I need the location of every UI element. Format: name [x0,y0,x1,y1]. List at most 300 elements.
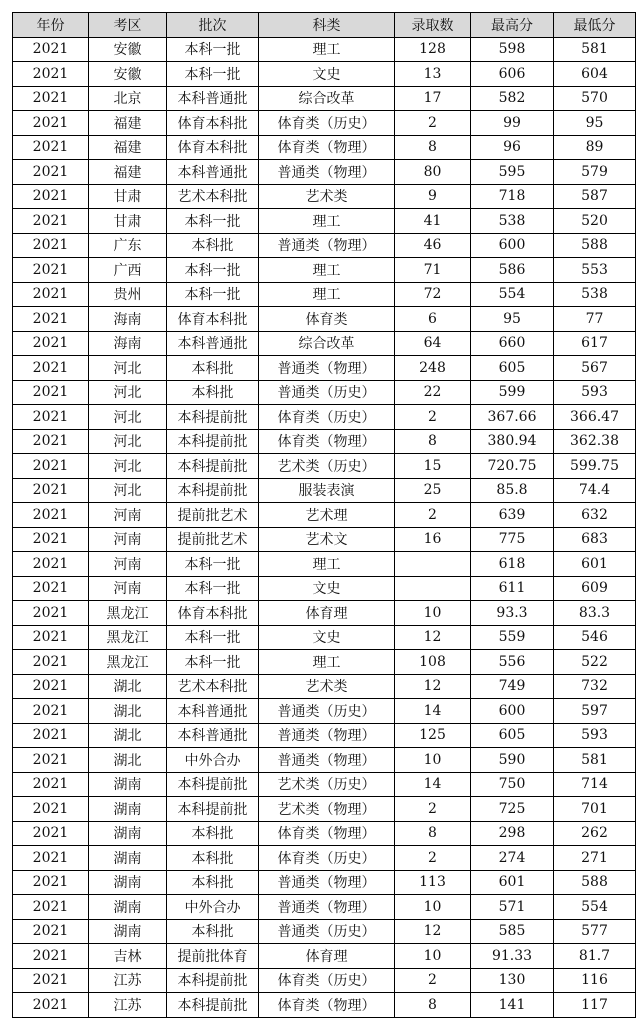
cell-region: 北京 [89,86,167,111]
cell-category: 理工 [259,37,395,62]
cell-year: 2021 [13,111,89,136]
cell-region: 江苏 [89,968,167,993]
cell-admitted-count: 2 [395,968,471,993]
cell-category: 普通类（物理） [259,723,395,748]
cell-admitted-count: 2 [395,111,471,136]
table-row [13,650,636,675]
cell-year: 2021 [13,576,89,601]
cell-highest-score: 605 [471,356,554,381]
table-row [13,380,636,405]
column-header-highest-score: 最高分 [471,13,554,38]
cell-highest-score: 91.33 [471,944,554,969]
cell-category: 普通类（物理） [259,233,395,258]
cell-year: 2021 [13,184,89,209]
cell-lowest-score: 117 [554,993,636,1018]
cell-highest-score: 725 [471,797,554,822]
cell-highest-score: 590 [471,748,554,773]
cell-category: 体育类（物理） [259,135,395,160]
cell-admitted-count: 10 [395,748,471,773]
cell-region: 福建 [89,160,167,185]
cell-batch: 本科批 [167,870,259,895]
table-row [13,797,636,822]
table-row [13,944,636,969]
cell-batch: 本科一批 [167,625,259,650]
cell-region: 黑龙江 [89,650,167,675]
table-row [13,772,636,797]
cell-lowest-score: 581 [554,37,636,62]
cell-region: 河北 [89,454,167,479]
cell-year: 2021 [13,429,89,454]
cell-year: 2021 [13,331,89,356]
cell-region: 湖北 [89,699,167,724]
cell-lowest-score: 362.38 [554,429,636,454]
cell-batch: 本科一批 [167,209,259,234]
cell-batch: 体育本科批 [167,307,259,332]
cell-category: 理工 [259,552,395,577]
cell-admitted-count: 2 [395,503,471,528]
cell-region: 海南 [89,331,167,356]
cell-region: 广西 [89,258,167,283]
table-row [13,258,636,283]
cell-category: 艺术类（物理） [259,797,395,822]
cell-year: 2021 [13,846,89,871]
cell-region: 湖南 [89,846,167,871]
cell-region: 海南 [89,307,167,332]
cell-year: 2021 [13,674,89,699]
cell-year: 2021 [13,723,89,748]
cell-region: 湖南 [89,919,167,944]
cell-region: 河北 [89,478,167,503]
cell-highest-score: 606 [471,62,554,87]
table-row [13,233,636,258]
cell-year: 2021 [13,209,89,234]
cell-category: 普通类（物理） [259,895,395,920]
cell-batch: 本科一批 [167,650,259,675]
cell-highest-score: 298 [471,821,554,846]
table-row [13,160,636,185]
cell-region: 湖南 [89,772,167,797]
cell-batch: 本科普通批 [167,699,259,724]
cell-year: 2021 [13,503,89,528]
cell-year: 2021 [13,895,89,920]
cell-lowest-score: 683 [554,527,636,552]
cell-admitted-count: 128 [395,37,471,62]
cell-year: 2021 [13,650,89,675]
cell-highest-score: 599 [471,380,554,405]
cell-highest-score: 639 [471,503,554,528]
cell-region: 河北 [89,405,167,430]
cell-batch: 本科提前批 [167,429,259,454]
cell-year: 2021 [13,625,89,650]
cell-admitted-count: 10 [395,601,471,626]
cell-year: 2021 [13,968,89,993]
cell-highest-score: 85.8 [471,478,554,503]
cell-category: 理工 [259,282,395,307]
cell-batch: 本科一批 [167,552,259,577]
cell-admitted-count: 22 [395,380,471,405]
cell-lowest-score: 74.4 [554,478,636,503]
cell-category: 理工 [259,650,395,675]
cell-admitted-count: 108 [395,650,471,675]
column-header-category: 科类 [259,13,395,38]
cell-highest-score: 95 [471,307,554,332]
table-row [13,699,636,724]
cell-highest-score: 93.3 [471,601,554,626]
cell-category: 艺术类 [259,184,395,209]
cell-batch: 本科普通批 [167,86,259,111]
cell-category: 普通类（历史） [259,919,395,944]
table-row [13,405,636,430]
table-header [13,13,636,38]
cell-batch: 本科批 [167,821,259,846]
cell-batch: 本科批 [167,233,259,258]
cell-highest-score: 367.66 [471,405,554,430]
cell-highest-score: 130 [471,968,554,993]
table-row [13,674,636,699]
table-row [13,37,636,62]
table-row [13,86,636,111]
cell-admitted-count: 8 [395,993,471,1018]
cell-lowest-score: 570 [554,86,636,111]
cell-category: 文史 [259,576,395,601]
cell-year: 2021 [13,37,89,62]
cell-highest-score: 274 [471,846,554,871]
table-row [13,527,636,552]
cell-batch: 本科提前批 [167,405,259,430]
cell-admitted-count: 17 [395,86,471,111]
table-row [13,601,636,626]
cell-lowest-score: 587 [554,184,636,209]
cell-region: 安徽 [89,62,167,87]
cell-year: 2021 [13,282,89,307]
table-row [13,478,636,503]
cell-region: 广东 [89,233,167,258]
cell-year: 2021 [13,944,89,969]
cell-region: 黑龙江 [89,601,167,626]
cell-category: 体育类（历史） [259,968,395,993]
cell-year: 2021 [13,552,89,577]
cell-year: 2021 [13,356,89,381]
cell-region: 湖南 [89,895,167,920]
cell-region: 河北 [89,356,167,381]
cell-category: 综合改革 [259,331,395,356]
cell-admitted-count: 12 [395,625,471,650]
cell-admitted-count: 71 [395,258,471,283]
cell-region: 江苏 [89,993,167,1018]
table-row [13,552,636,577]
cell-year: 2021 [13,821,89,846]
table-row [13,331,636,356]
cell-batch: 体育本科批 [167,135,259,160]
cell-highest-score: 585 [471,919,554,944]
cell-year: 2021 [13,135,89,160]
cell-lowest-score: 262 [554,821,636,846]
cell-lowest-score: 81.7 [554,944,636,969]
cell-year: 2021 [13,919,89,944]
cell-batch: 本科一批 [167,282,259,307]
cell-highest-score: 380.94 [471,429,554,454]
cell-batch: 本科一批 [167,37,259,62]
column-header-year: 年份 [13,13,89,38]
cell-region: 安徽 [89,37,167,62]
table-row [13,723,636,748]
cell-admitted-count: 9 [395,184,471,209]
cell-region: 黑龙江 [89,625,167,650]
cell-lowest-score: 599.75 [554,454,636,479]
cell-admitted-count: 10 [395,895,471,920]
cell-lowest-score: 714 [554,772,636,797]
cell-highest-score: 749 [471,674,554,699]
column-header-region: 考区 [89,13,167,38]
cell-category: 体育类（物理） [259,429,395,454]
cell-batch: 本科普通批 [167,331,259,356]
table-row [13,62,636,87]
table-row [13,111,636,136]
cell-category: 艺术类（历史） [259,772,395,797]
cell-region: 甘肃 [89,184,167,209]
cell-category: 艺术理 [259,503,395,528]
cell-admitted-count: 10 [395,944,471,969]
cell-batch: 本科提前批 [167,968,259,993]
cell-lowest-score: 701 [554,797,636,822]
cell-category: 普通类（物理） [259,356,395,381]
cell-admitted-count: 8 [395,135,471,160]
cell-lowest-score: 538 [554,282,636,307]
cell-admitted-count: 125 [395,723,471,748]
cell-year: 2021 [13,380,89,405]
cell-lowest-score: 593 [554,380,636,405]
cell-region: 湖北 [89,723,167,748]
cell-region: 河南 [89,552,167,577]
cell-region: 河北 [89,380,167,405]
table-row [13,503,636,528]
cell-year: 2021 [13,454,89,479]
cell-admitted-count: 80 [395,160,471,185]
table-row [13,625,636,650]
cell-lowest-score: 95 [554,111,636,136]
cell-category: 文史 [259,62,395,87]
cell-batch: 本科普通批 [167,723,259,748]
cell-lowest-score: 579 [554,160,636,185]
cell-admitted-count [395,552,471,577]
cell-region: 贵州 [89,282,167,307]
table-row [13,895,636,920]
cell-highest-score: 720.75 [471,454,554,479]
cell-highest-score: 571 [471,895,554,920]
cell-highest-score: 99 [471,111,554,136]
cell-admitted-count: 113 [395,870,471,895]
cell-admitted-count: 15 [395,454,471,479]
cell-batch: 本科一批 [167,62,259,87]
cell-region: 河南 [89,527,167,552]
cell-batch: 本科批 [167,919,259,944]
cell-highest-score: 141 [471,993,554,1018]
cell-lowest-score: 116 [554,968,636,993]
table-row [13,846,636,871]
cell-year: 2021 [13,748,89,773]
cell-category: 艺术类（历史） [259,454,395,479]
admission-score-table [12,12,636,1018]
table-row [13,135,636,160]
cell-year: 2021 [13,699,89,724]
cell-batch: 提前批艺术 [167,503,259,528]
cell-category: 体育理 [259,944,395,969]
cell-highest-score: 605 [471,723,554,748]
table-row [13,184,636,209]
cell-batch: 本科批 [167,380,259,405]
cell-highest-score: 601 [471,870,554,895]
cell-region: 吉林 [89,944,167,969]
cell-admitted-count: 6 [395,307,471,332]
table-row [13,748,636,773]
cell-category: 体育类（物理） [259,993,395,1018]
cell-year: 2021 [13,307,89,332]
cell-region: 福建 [89,135,167,160]
table-row [13,968,636,993]
cell-batch: 中外合办 [167,748,259,773]
cell-lowest-score: 366.47 [554,405,636,430]
cell-highest-score: 582 [471,86,554,111]
cell-category: 体育类（物理） [259,821,395,846]
cell-batch: 本科批 [167,356,259,381]
cell-highest-score: 600 [471,233,554,258]
cell-year: 2021 [13,258,89,283]
cell-batch: 本科普通批 [167,160,259,185]
cell-category: 普通类（历史） [259,699,395,724]
cell-lowest-score: 609 [554,576,636,601]
cell-lowest-score: 271 [554,846,636,871]
cell-year: 2021 [13,86,89,111]
cell-category: 普通类（物理） [259,160,395,185]
cell-lowest-score: 617 [554,331,636,356]
cell-admitted-count: 2 [395,405,471,430]
cell-highest-score: 556 [471,650,554,675]
cell-batch: 本科批 [167,846,259,871]
cell-category: 理工 [259,209,395,234]
cell-admitted-count: 16 [395,527,471,552]
cell-highest-score: 554 [471,282,554,307]
cell-category: 体育理 [259,601,395,626]
cell-admitted-count: 2 [395,797,471,822]
cell-highest-score: 559 [471,625,554,650]
cell-lowest-score: 553 [554,258,636,283]
table-row [13,454,636,479]
cell-highest-score: 96 [471,135,554,160]
cell-year: 2021 [13,62,89,87]
cell-category: 体育类（历史） [259,405,395,430]
cell-lowest-score: 601 [554,552,636,577]
cell-admitted-count: 14 [395,699,471,724]
cell-region: 河南 [89,576,167,601]
cell-batch: 体育本科批 [167,111,259,136]
cell-lowest-score: 597 [554,699,636,724]
cell-highest-score: 586 [471,258,554,283]
cell-admitted-count: 41 [395,209,471,234]
cell-lowest-score: 588 [554,870,636,895]
cell-admitted-count: 8 [395,821,471,846]
cell-lowest-score: 554 [554,895,636,920]
cell-lowest-score: 604 [554,62,636,87]
cell-region: 河南 [89,503,167,528]
table-row [13,993,636,1018]
cell-category: 体育类（历史） [259,846,395,871]
cell-region: 湖北 [89,748,167,773]
cell-batch: 提前批体育 [167,944,259,969]
cell-category: 体育类（历史） [259,111,395,136]
cell-category: 普通类（物理） [259,870,395,895]
cell-lowest-score: 732 [554,674,636,699]
cell-year: 2021 [13,993,89,1018]
table-row [13,919,636,944]
cell-lowest-score: 593 [554,723,636,748]
cell-batch: 本科提前批 [167,478,259,503]
column-header-lowest-score: 最低分 [554,13,636,38]
cell-lowest-score: 520 [554,209,636,234]
cell-highest-score: 600 [471,699,554,724]
cell-region: 湖南 [89,821,167,846]
cell-region: 河北 [89,429,167,454]
cell-admitted-count: 12 [395,674,471,699]
cell-lowest-score: 581 [554,748,636,773]
cell-batch: 体育本科批 [167,601,259,626]
table-body [13,37,636,1017]
cell-admitted-count: 25 [395,478,471,503]
cell-category: 体育类 [259,307,395,332]
cell-year: 2021 [13,233,89,258]
cell-highest-score: 611 [471,576,554,601]
cell-year: 2021 [13,527,89,552]
cell-batch: 本科一批 [167,258,259,283]
cell-category: 服装表演 [259,478,395,503]
cell-admitted-count: 72 [395,282,471,307]
cell-category: 普通类（历史） [259,380,395,405]
cell-batch: 本科提前批 [167,454,259,479]
cell-admitted-count: 248 [395,356,471,381]
cell-category: 综合改革 [259,86,395,111]
cell-category: 艺术类 [259,674,395,699]
cell-batch: 本科一批 [167,576,259,601]
header-row [13,13,636,38]
cell-admitted-count: 64 [395,331,471,356]
cell-region: 湖南 [89,870,167,895]
cell-highest-score: 595 [471,160,554,185]
cell-batch: 本科提前批 [167,797,259,822]
cell-admitted-count: 2 [395,846,471,871]
cell-category: 普通类（物理） [259,748,395,773]
cell-lowest-score: 588 [554,233,636,258]
cell-category: 文史 [259,625,395,650]
cell-highest-score: 538 [471,209,554,234]
cell-highest-score: 718 [471,184,554,209]
admission-score-table-container [12,12,636,1018]
cell-batch: 本科提前批 [167,772,259,797]
cell-lowest-score: 546 [554,625,636,650]
table-row [13,356,636,381]
cell-lowest-score: 522 [554,650,636,675]
cell-batch: 艺术本科批 [167,674,259,699]
cell-year: 2021 [13,772,89,797]
cell-year: 2021 [13,405,89,430]
cell-lowest-score: 83.3 [554,601,636,626]
cell-admitted-count: 14 [395,772,471,797]
cell-highest-score: 775 [471,527,554,552]
table-row [13,821,636,846]
cell-lowest-score: 567 [554,356,636,381]
cell-batch: 提前批艺术 [167,527,259,552]
table-row [13,870,636,895]
cell-lowest-score: 632 [554,503,636,528]
cell-year: 2021 [13,601,89,626]
